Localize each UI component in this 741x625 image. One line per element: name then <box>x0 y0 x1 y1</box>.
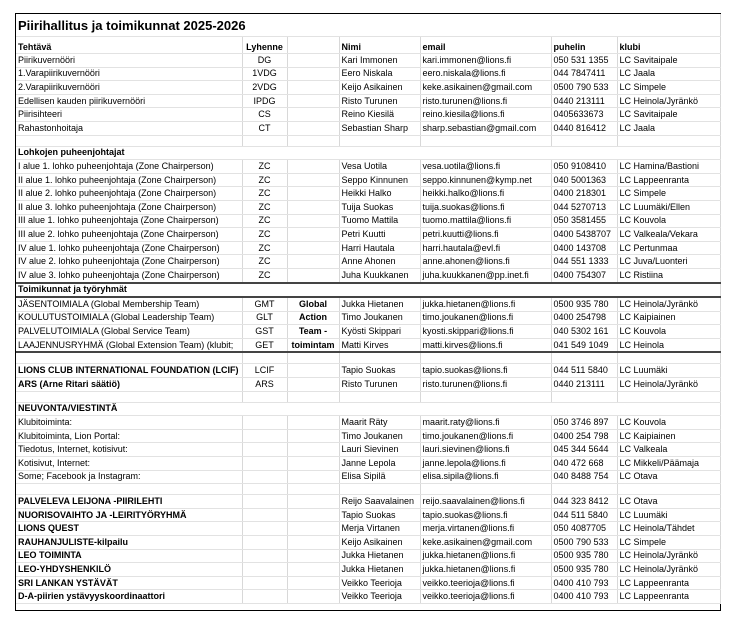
name-cell: Tapio Suokas <box>339 364 420 378</box>
global-action-team-cell: Global <box>287 297 339 311</box>
section-advice: NEUVONTA/VIESTINTÄ <box>16 402 720 416</box>
page-title: Piirihallitus ja toimikunnat 2025-2026 <box>16 14 720 37</box>
abbr-cell: ZC <box>242 228 287 242</box>
name-cell: Veikko Teerioja <box>339 576 420 590</box>
role-cell: II alue 2. lohko puheenjohtaja (Zone Chairperson) <box>16 187 242 201</box>
name-cell: Tapio Suokas <box>339 508 420 522</box>
phone-cell: 0400 218301 <box>551 187 617 201</box>
email-cell: sharp.sebastian@gmail.com <box>420 121 551 135</box>
phone-cell: 0440 816412 <box>551 121 617 135</box>
club-cell: LC Heinola/Jyränkö <box>617 94 720 108</box>
header-club: klubi <box>617 37 720 54</box>
email-cell: veikko.teerioja@lions.fi <box>420 590 551 604</box>
name-cell: Risto Turunen <box>339 378 420 392</box>
email-cell: reino.kiesila@lions.fi <box>420 108 551 122</box>
table-row <box>16 416 720 430</box>
spacer-row <box>16 391 720 402</box>
table-row <box>16 536 720 550</box>
table-row <box>16 108 720 122</box>
role-cell: ARS (Arne Ritari säätiö) <box>16 378 242 392</box>
email-cell: keke.asikainen@gmail.com <box>420 536 551 550</box>
table-row <box>16 173 720 187</box>
club-cell: LC Luumäki/Ellen <box>617 200 720 214</box>
phone-cell: 044 511 5840 <box>551 364 617 378</box>
phone-cell: 0400 5438707 <box>551 228 617 242</box>
email-cell: tuija.suokas@lions.fi <box>420 200 551 214</box>
email-cell: anne.ahonen@lions.fi <box>420 255 551 269</box>
phone-cell: 044 5270713 <box>551 200 617 214</box>
spacer-row <box>16 484 720 495</box>
name-cell: Kyösti Skippari <box>339 325 420 339</box>
club-cell: LC Valkeala/Vekara <box>617 228 720 242</box>
table-row <box>16 268 720 282</box>
email-cell: jukka.hietanen@lions.fi <box>420 549 551 563</box>
name-cell: Lauri Sievinen <box>339 443 420 457</box>
email-cell: juha.kuukkanen@pp.inet.fi <box>420 268 551 282</box>
table-row <box>16 576 720 590</box>
club-cell: LC Kaipiainen <box>617 429 720 443</box>
abbr-cell: ZC <box>242 200 287 214</box>
abbr-cell: IPDG <box>242 94 287 108</box>
role-cell: Edellisen kauden piirikuvernööri <box>16 94 242 108</box>
header-name: Nimi <box>339 37 420 54</box>
table-row <box>16 457 720 471</box>
name-cell: Harri Hautala <box>339 241 420 255</box>
role-cell: Piirikuvernööri <box>16 54 242 68</box>
email-cell: vesa.uotila@lions.fi <box>420 160 551 174</box>
section-row <box>16 402 720 416</box>
email-cell: jukka.hietanen@lions.fi <box>420 297 551 311</box>
abbr-cell: ZC <box>242 255 287 269</box>
table-row <box>16 443 720 457</box>
phone-cell: 0400 410 793 <box>551 590 617 604</box>
table-row <box>16 200 720 214</box>
name-cell: Matti Kirves <box>339 338 420 352</box>
phone-cell: 050 9108410 <box>551 160 617 174</box>
name-cell: Sebastian Sharp <box>339 121 420 135</box>
role-cell: RAUHANJULISTE-kilpailu <box>16 536 242 550</box>
email-cell: tapio.suokas@lions.fi <box>420 508 551 522</box>
name-cell: Jukka Hietanen <box>339 297 420 311</box>
abbr-cell <box>242 457 287 471</box>
abbr-cell <box>242 470 287 484</box>
abbr-cell <box>242 563 287 577</box>
email-cell: harri.hautala@evl.fi <box>420 241 551 255</box>
phone-cell: 040 472 668 <box>551 457 617 471</box>
email-cell: risto.turunen@lions.fi <box>420 94 551 108</box>
role-cell: SRI LANKAN YSTÄVÄT <box>16 576 242 590</box>
table-row <box>16 508 720 522</box>
abbr-cell <box>242 495 287 509</box>
email-cell: kari.immonen@lions.fi <box>420 54 551 68</box>
table-row <box>16 241 720 255</box>
email-cell: lauri.sievinen@lions.fi <box>420 443 551 457</box>
table-row <box>16 94 720 108</box>
abbr-cell: LCIF <box>242 364 287 378</box>
email-cell: eero.niskala@lions.fi <box>420 67 551 81</box>
role-cell: Tiedotus, Internet, kotisivut: <box>16 443 242 457</box>
table-row <box>16 187 720 201</box>
club-cell: LC Luumäki <box>617 508 720 522</box>
role-cell: KOULUTUSTOIMIALA (Global Leadership Team) <box>16 311 242 325</box>
phone-cell: 0440 213111 <box>551 94 617 108</box>
header-role: Tehtävä <box>16 37 242 54</box>
phone-cell: 040 5302 161 <box>551 325 617 339</box>
role-cell: Klubitoiminta: <box>16 416 242 430</box>
spreadsheet <box>15 13 721 611</box>
email-cell: kyosti.skippari@lions.fi <box>420 325 551 339</box>
table-row <box>16 325 720 339</box>
email-cell: merja.virtanen@lions.fi <box>420 522 551 536</box>
abbr-cell <box>242 549 287 563</box>
role-cell: NUORISOVAIHTO JA -LEIRITYÖRYHMÄ <box>16 508 242 522</box>
phone-cell: 0400 754307 <box>551 268 617 282</box>
name-cell: Timo Joukanen <box>339 311 420 325</box>
role-cell: II alue 3. lohko puheenjohtaja (Zone Chairperson) <box>16 200 242 214</box>
club-cell: LC Heinola/Jyränkö <box>617 563 720 577</box>
abbr-cell: CS <box>242 108 287 122</box>
phone-cell: 040 8488 754 <box>551 470 617 484</box>
phone-cell: 0400 254798 <box>551 311 617 325</box>
phone-cell: 044 551 1333 <box>551 255 617 269</box>
email-cell: risto.turunen@lions.fi <box>420 378 551 392</box>
club-cell: LC Jaala <box>617 67 720 81</box>
email-cell: keke.asikainen@gmail.com <box>420 81 551 95</box>
name-cell: Risto Turunen <box>339 94 420 108</box>
email-cell: maarit.raty@lions.fi <box>420 416 551 430</box>
abbr-cell: ZC <box>242 268 287 282</box>
phone-cell: 050 3746 897 <box>551 416 617 430</box>
global-action-team-cell: Team - <box>287 325 339 339</box>
table-row <box>16 81 720 95</box>
club-cell: LC Luumäki <box>617 364 720 378</box>
name-cell: Tuomo Mattila <box>339 214 420 228</box>
abbr-cell: GST <box>242 325 287 339</box>
club-cell: LC Hamina/Bastioni <box>617 160 720 174</box>
name-cell: Elisa Sipilä <box>339 470 420 484</box>
table-row <box>16 378 720 392</box>
club-cell: LC Mikkeli/Päämaja <box>617 457 720 471</box>
spacer-row <box>16 135 720 146</box>
club-cell: LC Kouvola <box>617 416 720 430</box>
phone-cell: 040 5001363 <box>551 173 617 187</box>
abbr-cell: 2VDG <box>242 81 287 95</box>
abbr-cell: ZC <box>242 214 287 228</box>
abbr-cell: ARS <box>242 378 287 392</box>
club-cell: LC Heinola/Jyränkö <box>617 378 720 392</box>
name-cell: Keijo Asikainen <box>339 536 420 550</box>
abbr-cell: GLT <box>242 311 287 325</box>
title-row <box>16 14 720 37</box>
role-cell: LEO-YHDYSHENKILÖ <box>16 563 242 577</box>
role-cell: PALVELEVA LEIJONA -PIIRILEHTI <box>16 495 242 509</box>
abbr-cell <box>242 536 287 550</box>
club-cell: LC Kaipiainen <box>617 311 720 325</box>
abbr-cell: ZC <box>242 173 287 187</box>
phone-cell: 0500 935 780 <box>551 297 617 311</box>
table-row <box>16 522 720 536</box>
abbr-cell: ZC <box>242 160 287 174</box>
role-cell: D-A-piirien ystävyyskoordinaattori <box>16 590 242 604</box>
header-email: email <box>420 37 551 54</box>
name-cell: Jukka Hietanen <box>339 549 420 563</box>
name-cell: Vesa Uotila <box>339 160 420 174</box>
name-cell: Jukka Hietanen <box>339 563 420 577</box>
email-cell: heikki.halko@lions.fi <box>420 187 551 201</box>
email-cell: janne.lepola@lions.fi <box>420 457 551 471</box>
phone-cell: 044 511 5840 <box>551 508 617 522</box>
section-row <box>16 146 720 160</box>
abbr-cell <box>242 429 287 443</box>
name-cell: Kari Immonen <box>339 54 420 68</box>
club-cell: LC Lappeenranta <box>617 173 720 187</box>
role-cell: Kotisivut, Internet: <box>16 457 242 471</box>
club-cell: LC Savitaipale <box>617 108 720 122</box>
role-cell: III alue 1. lohko puheenjohtaja (Zone Chairperson) <box>16 214 242 228</box>
spacer-row <box>16 352 720 364</box>
role-cell: LIONS QUEST <box>16 522 242 536</box>
role-cell: PALVELUTOIMIALA (Global Service Team) <box>16 325 242 339</box>
role-cell: 1.Varapiirikuvernööri <box>16 67 242 81</box>
table-row <box>16 311 720 325</box>
name-cell: Heikki Halko <box>339 187 420 201</box>
name-cell: Reino Kiesilä <box>339 108 420 122</box>
abbr-cell <box>242 443 287 457</box>
email-cell: timo.joukanen@lions.fi <box>420 311 551 325</box>
club-cell: LC Juva/Luonteri <box>617 255 720 269</box>
name-cell: Anne Ahonen <box>339 255 420 269</box>
abbr-cell: CT <box>242 121 287 135</box>
phone-cell: 0500 935 780 <box>551 549 617 563</box>
table-row <box>16 590 720 604</box>
table-row <box>16 338 720 352</box>
table-row <box>16 121 720 135</box>
club-cell: LC Otava <box>617 470 720 484</box>
role-cell: JÄSENTOIMIALA (Global Membership Team) <box>16 297 242 311</box>
phone-cell: 0500 935 780 <box>551 563 617 577</box>
abbr-cell: DG <box>242 54 287 68</box>
name-cell: Timo Joukanen <box>339 429 420 443</box>
header-row <box>16 37 720 54</box>
club-cell: LC Heinola/Jyränkö <box>617 549 720 563</box>
club-cell: LC Kouvola <box>617 325 720 339</box>
phone-cell: 0400 254 798 <box>551 429 617 443</box>
name-cell: Maarit Räty <box>339 416 420 430</box>
role-cell: Klubitoiminta, Lion Portal: <box>16 429 242 443</box>
phone-cell: 050 3581455 <box>551 214 617 228</box>
role-cell: I alue 1. lohko puheenjohtaja (Zone Chairperson) <box>16 160 242 174</box>
name-cell: Juha Kuukkanen <box>339 268 420 282</box>
club-cell: LC Simpele <box>617 81 720 95</box>
phone-cell: 041 549 1049 <box>551 338 617 352</box>
email-cell: tapio.suokas@lions.fi <box>420 364 551 378</box>
abbr-cell: ZC <box>242 187 287 201</box>
table-row <box>16 255 720 269</box>
role-cell: IV alue 1. lohko puheenjohtaja (Zone Chairperson) <box>16 241 242 255</box>
club-cell: LC Lappeenranta <box>617 576 720 590</box>
phone-cell: 0400 143708 <box>551 241 617 255</box>
section-row <box>16 283 720 298</box>
email-cell: seppo.kinnunen@kymp.net <box>420 173 551 187</box>
role-cell: LEO TOIMINTA <box>16 549 242 563</box>
section-zones: Lohkojen puheenjohtajat <box>16 146 720 160</box>
role-cell: Piirisihteeri <box>16 108 242 122</box>
global-action-team-cell: Action <box>287 311 339 325</box>
role-cell: IV alue 3. lohko puheenjohtaja (Zone Chairperson) <box>16 268 242 282</box>
table-row <box>16 470 720 484</box>
name-cell: Eero Niskala <box>339 67 420 81</box>
email-cell: petri.kuutti@lions.fi <box>420 228 551 242</box>
club-cell: LC Jaala <box>617 121 720 135</box>
abbr-cell <box>242 416 287 430</box>
name-cell: Janne Lepola <box>339 457 420 471</box>
role-cell: Rahastonhoitaja <box>16 121 242 135</box>
phone-cell: 0440 213111 <box>551 378 617 392</box>
club-cell: LC Savitaipale <box>617 54 720 68</box>
club-cell: LC Simpele <box>617 536 720 550</box>
name-cell: Merja Virtanen <box>339 522 420 536</box>
phone-cell: 0500 790 533 <box>551 536 617 550</box>
club-cell: LC Ristiina <box>617 268 720 282</box>
name-cell: Seppo Kinnunen <box>339 173 420 187</box>
club-cell: LC Otava <box>617 495 720 509</box>
table-row <box>16 495 720 509</box>
club-cell: LC Valkeala <box>617 443 720 457</box>
name-cell: Petri Kuutti <box>339 228 420 242</box>
name-cell: Veikko Teerioja <box>339 590 420 604</box>
phone-cell: 0405633673 <box>551 108 617 122</box>
table-row <box>16 297 720 311</box>
table-row <box>16 214 720 228</box>
email-cell: matti.kirves@lions.fi <box>420 338 551 352</box>
club-cell: LC Heinola/Jyränkö <box>617 297 720 311</box>
role-cell: IV alue 2. lohko puheenjohtaja (Zone Chairperson) <box>16 255 242 269</box>
table-row <box>16 160 720 174</box>
officers-table <box>16 14 721 604</box>
table-row <box>16 563 720 577</box>
email-cell: veikko.teerioja@lions.fi <box>420 576 551 590</box>
phone-cell: 044 323 8412 <box>551 495 617 509</box>
header-abbr: Lyhenne <box>242 37 287 54</box>
phone-cell: 050 531 1355 <box>551 54 617 68</box>
role-cell: Some; Facebook ja Instagram: <box>16 470 242 484</box>
role-cell: LAAJENNUSRYHMÄ (Global Extension Team) (klubit; <box>16 338 242 352</box>
abbr-cell: 1VDG <box>242 67 287 81</box>
table-row <box>16 54 720 68</box>
name-cell: Keijo Asikainen <box>339 81 420 95</box>
phone-cell: 0400 410 793 <box>551 576 617 590</box>
abbr-cell <box>242 508 287 522</box>
role-cell: III alue 2. lohko puheenjohtaja (Zone Chairperson) <box>16 228 242 242</box>
phone-cell: 050 4087705 <box>551 522 617 536</box>
email-cell: tuomo.mattila@lions.fi <box>420 214 551 228</box>
email-cell: reijo.saavalainen@lions.fi <box>420 495 551 509</box>
phone-cell: 045 344 5644 <box>551 443 617 457</box>
abbr-cell: GET <box>242 338 287 352</box>
club-cell: LC Simpele <box>617 187 720 201</box>
club-cell: LC Kouvola <box>617 214 720 228</box>
club-cell: LC Pertunmaa <box>617 241 720 255</box>
email-cell: jukka.hietanen@lions.fi <box>420 563 551 577</box>
abbr-cell <box>242 590 287 604</box>
role-cell: LIONS CLUB INTERNATIONAL FOUNDATION (LCIF) <box>16 364 242 378</box>
table-row <box>16 67 720 81</box>
abbr-cell: ZC <box>242 241 287 255</box>
club-cell: LC Heinola <box>617 338 720 352</box>
club-cell: LC Heinola/Tähdet <box>617 522 720 536</box>
table-row <box>16 364 720 378</box>
email-cell: elisa.sipila@lions.fi <box>420 470 551 484</box>
table-row <box>16 429 720 443</box>
header-phone: puhelin <box>551 37 617 54</box>
abbr-cell <box>242 576 287 590</box>
global-action-team-cell: toimintam <box>287 338 339 352</box>
table-row <box>16 228 720 242</box>
phone-cell: 044 7847411 <box>551 67 617 81</box>
email-cell: timo.joukanen@lions.fi <box>420 429 551 443</box>
club-cell: LC Lappeenranta <box>617 590 720 604</box>
table-row <box>16 549 720 563</box>
phone-cell: 0500 790 533 <box>551 81 617 95</box>
abbr-cell <box>242 522 287 536</box>
name-cell: Tuija Suokas <box>339 200 420 214</box>
role-cell: II alue 1. lohko puheenjohtaja (Zone Chairperson) <box>16 173 242 187</box>
name-cell: Reijo Saavalainen <box>339 495 420 509</box>
abbr-cell: GMT <box>242 297 287 311</box>
role-cell: 2.Varapiirikuvernööri <box>16 81 242 95</box>
section-committees: Toimikunnat ja työryhmät <box>16 283 720 298</box>
